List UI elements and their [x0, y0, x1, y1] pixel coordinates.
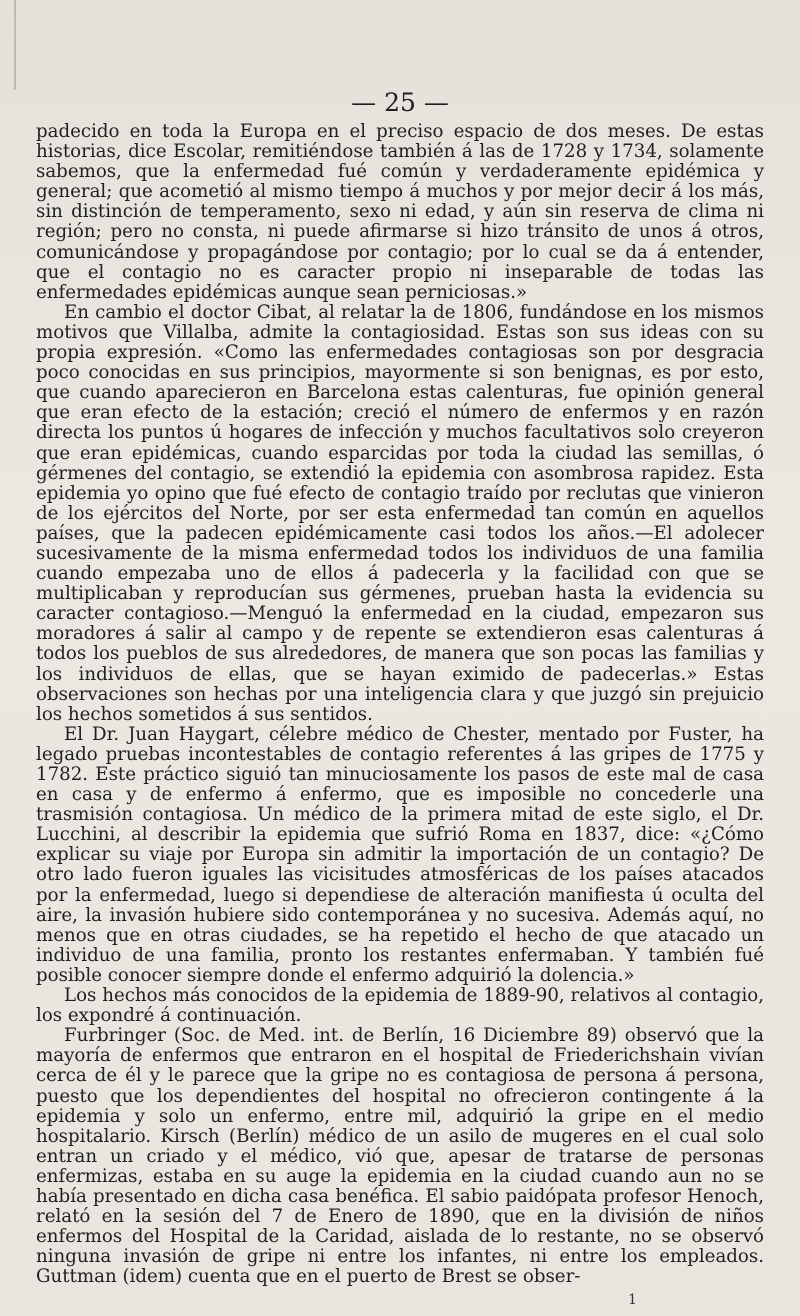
paragraph-4: Los hechos más conocidos de la epidemia de 1889-90, relativos al contagio, los expondré á continuación. [36, 985, 764, 1027]
paragraph-3: El Dr. Juan Haygart, célebre médico de Chester, mentado por Fuster, ha legado pruebas incontestables de contagio referentes á las gripes de 1775 y 1782. Este práctico siguió tan minuciosamente los pasos de este mal de casa en casa y de enfermo á enfermo, que es imposible no concederle una trasmisión contagiosa. Un médico de la primera mitad de este siglo, el Dr. Lucchini, al describir la epidemia que sufrió Roma en 1837, dice: «¿Cómo explicar su viaje por Europa sin admitir la importación de un contagio? De otro lado fueron iguales las vicisitudes atmosféricas de los países atacados por la enfermedad, luego si dependiese de alteración manifiesta ú oculta del aire, la invasión hubiere sido contemporánea y no sucesiva. Además aquí, no menos que en otras ciudades, se ha repetido el hecho de que atacado un individuo de una familia, pronto los restantes enfermaban. Y también fué posible conocer siempre donde el enfermo adquirió la dolencia.» [36, 723, 764, 986]
body-text [36, 122, 764, 1287]
page-edge-shadow [0, 0, 16, 90]
page-number: — 25 — [351, 88, 449, 117]
paragraph-5: Furbringer (Soc. de Med. int. de Berlín, 16 Diciembre 89) observó que la mayoría de enfermos que entraron en el hospital de Friederichshain vivían cerca de él y le parece que la gripe no es contagiosa de persona á persona, puesto que los dependientes del hospital no ofrecieron contingente á la epidemia y solo un enfermo, entre mil, adquirió la gripe en el medio hospitalario. Kirsch (Berlín) médico de un asilo de mugeres en el cual solo entran un criado y el médico, vió que, apesar de tratarse de personas enfermizas, estaba en su auge la epidemia en la ciudad cuando aun no se había presentado en dicha casa benéfica. El sabio paidópata profesor Henoch, relató en la sesión del 7 de Enero de 1890, que en la división de niños enfermos del Hospital de la Caridad, aislada de lo restante, no se observó ninguna invasión de gripe ni entre los infantes, ni entre los empleados. Guttman (idem) cuenta que en el puerto de Brest se obser- [36, 1025, 764, 1288]
paragraph-2: En cambio el doctor Cibat, al relatar la de 1806, fundándose en los mismos motivos que Villalba, admite la contagiosidad. Estas son sus ideas con su propia expresión. «Como las enfermedades contagiosas son por desgracia poco conocidas en sus principios, mayormente si son benignas, es por esto, que cuando aparecieron en Barcelona estas calenturas, fue opinión general que eran efecto de la estación; creció el número de enfermos y en razón directa los puntos ú hogares de infección y muchos facultativos solo creyeron que eran epidémicas, cuando esparcidas por toda la ciudad las semillas, ó gérmenes del contagio, se extendió la epidemia con asombrosa rapidez. Esta epidemia yo opino que fué efecto de contagio traído por reclutas que vinieron de los ejércitos del Norte, por ser esta enfermedad tan común en aquellos países, que la padecen epidémicamente casi todos los años.—El adolecer sucesivamente de la misma enfermedad todos los individuos de una familia cuando empezaba uno de ellos á padecerla y la facilidad con que se multiplicaban y reproducían sus gérmenes, prueban hasta la evidencia su caracter contagioso.—Menguó la enfermedad en la ciudad, empezaron sus moradores á salir al campo y de repente se extendieron esas calenturas á todos los pueblos de sus alrededores, de manera que son pocas las familias y los individuos de ellas, que se hayan eximido de padecerlas.» Estas observaciones son hechas por una inteligencia clara y que juzgó sin prejuicio los hechos sometidos á sus sentidos. [36, 301, 764, 725]
paragraph-1: padecido en toda la Europa en el preciso espacio de dos meses. De estas historias, dice Escolar, remitiéndose también á las de 1728 y 1734, solamente sabemos, que la enfermedad fué común y verdaderamente epidémica y general; que acometió al mismo tiempo á muchos y por mejor decir á los más, sin distinción de temperamento, sexo ni edad, y aún sin reserva de clima ni región; pero no consta, ni puede afirmarse si hizo tránsito de unos á otros, comunicándose y propagándose por contagio; por lo cual se da á entender, que el contagio no es caracter propio ni inseparable de todas las enfermedades epidémicas aunque sean perniciosas.» [36, 121, 764, 303]
footer-mark: 1 [628, 1292, 637, 1308]
